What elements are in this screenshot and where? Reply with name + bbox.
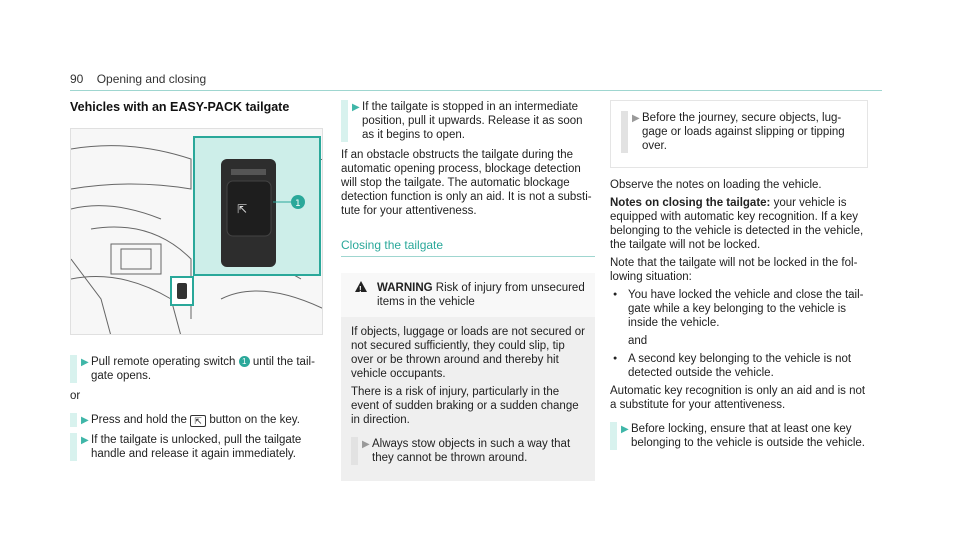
step-arrow-icon: ▶ bbox=[352, 102, 360, 113]
step-arrow-icon: ▶ bbox=[621, 424, 629, 435]
warning-box bbox=[341, 273, 595, 481]
step-press-key: ▶ Press and hold the ⇱ button on the key. bbox=[70, 413, 325, 427]
notes-paragraph: Notes on closing the tailgate: your vehicle is equipped with automatic key recognition. If a key belonging to the vehicle is detected in the vehicle, the tailgate will not be locked. bbox=[610, 197, 864, 251]
svg-text:⇱: ⇱ bbox=[237, 202, 248, 216]
page-number: 90 bbox=[70, 72, 84, 86]
page-header bbox=[70, 72, 206, 86]
step-pull-switch: ▶ Pull remote operating switch 1 until the tailgate opens. bbox=[70, 355, 325, 383]
column-2 bbox=[341, 100, 595, 481]
and-text: and bbox=[628, 335, 648, 347]
column-1 bbox=[70, 100, 325, 467]
warning-body: If objects, luggage or loads are not secured or not secured sufficiently, they could slip, tip over or be thrown around and thereby hit vehicle occupants. There is a risk of injury, particularly in the event of sudden braking or a sudden change in direction. ▶ Always stow objects in such a way that they cannot be thrown around. bbox=[351, 326, 585, 464]
warning-continuation-box bbox=[610, 100, 868, 168]
warning-header: ! WARNING Risk of injury from unsecured items in the vehicle bbox=[341, 273, 595, 317]
tailgate-key-icon: ⇱ bbox=[190, 415, 206, 427]
step-arrow-icon: ▶ bbox=[362, 439, 370, 450]
tailgate-switch-illustration bbox=[70, 128, 323, 335]
subheading-closing: Closing the tailgate bbox=[341, 238, 595, 257]
or-text: or bbox=[70, 390, 81, 402]
step-arrow-icon: ▶ bbox=[632, 113, 640, 124]
section-heading: Vehicles with an EASY-PACK tailgate bbox=[70, 100, 290, 114]
blockage-paragraph: If an obstacle obstructs the tailgate during the automatic opening process, blockage detection will stop the tailgate. The automatic blockage detection function is only an aid. It is not a substitute for your attentiveness. bbox=[341, 149, 592, 217]
column-3: ▶ Before the journey, secure objects, luggage or loads against slipping or tipping over. Observe the notes on loading the vehicle. Notes on closing the tailgate: your vehicle is equipped with automatic key recognition. If a key belonging to the vehicle is detected in the vehicle, the tailgate will not be locked. Note that the tailgate will not be locked in the following situation: ● You have locked the vehicle and close the tailgate while a key belonging to the vehicle is inside the vehicle. and ● A second key belonging to the vehicle is not detected outside the vehicle. Automatic key recognition is only an aid and is not a substitute for your attentiveness. ▶ Before locking, ensure that at least one key belonging to the vehicle is outside the vehicle. bbox=[610, 100, 868, 456]
bullet-item: ● You have locked the vehicle and close the tailgate while a key belonging to the vehicle is inside the vehicle. bbox=[610, 288, 868, 330]
bullet-item: ● A second key belonging to the vehicle is not detected outside the vehicle. bbox=[610, 352, 868, 380]
callout-1: 1 bbox=[239, 356, 250, 367]
step-arrow-icon: ▶ bbox=[81, 415, 89, 426]
warning-step: ▶ Always stow objects in such a way that they cannot be thrown around. bbox=[351, 437, 585, 465]
step-pull-handle: ▶ If the tailgate is unlocked, pull the tailgate handle and release it again immediately. bbox=[70, 433, 325, 461]
step-arrow-icon: ▶ bbox=[81, 435, 89, 446]
header-rule bbox=[70, 90, 882, 91]
illustration-drawing bbox=[71, 129, 323, 335]
step-secure-objects: ▶ Before the journey, secure objects, luggage or loads against slipping or tipping over. bbox=[621, 111, 857, 153]
step-arrow-icon: ▶ bbox=[81, 357, 89, 368]
step-intermediate: ▶ If the tailgate is stopped in an intermediate position, pull it upwards. Release it as soon as it begins to open. bbox=[341, 100, 595, 142]
warning-icon bbox=[355, 281, 367, 292]
illustration-callout: 1 bbox=[295, 199, 301, 209]
step-before-locking: ▶ Before locking, ensure that at least one key belonging to the vehicle is outside the vehicle. bbox=[610, 422, 868, 450]
section-title: Opening and closing bbox=[96, 72, 207, 86]
